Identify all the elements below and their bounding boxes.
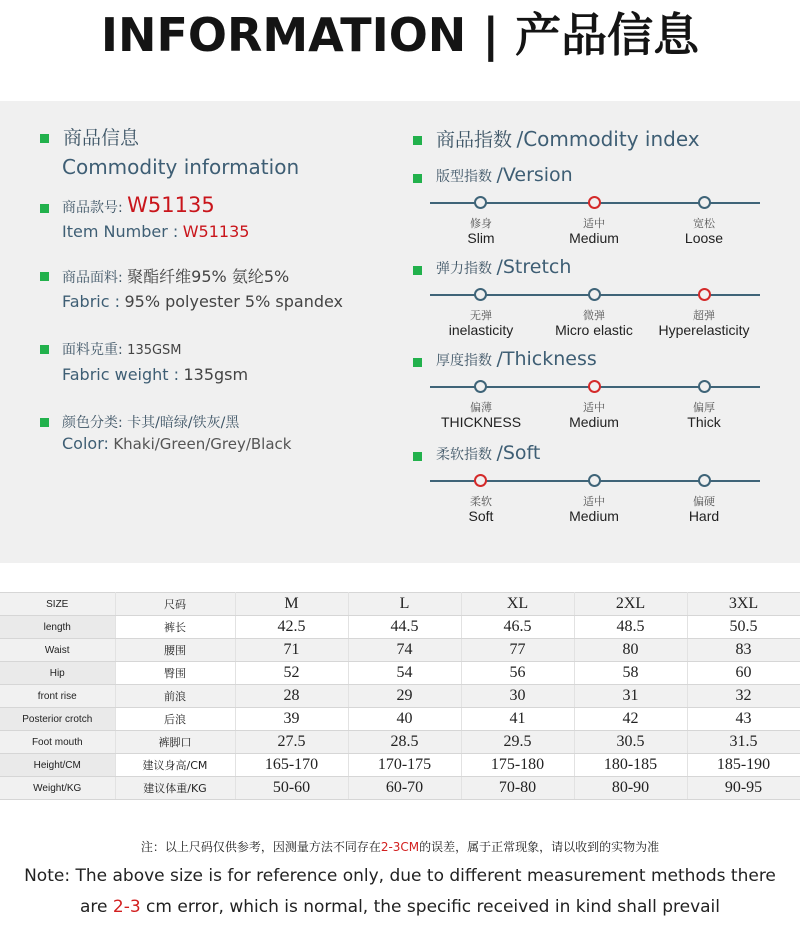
fabric-en-row bbox=[62, 292, 343, 312]
table-row-label-cn: 腰围 bbox=[115, 639, 235, 662]
index-option-cn: 宽松 bbox=[693, 217, 715, 230]
table-row bbox=[0, 754, 800, 777]
index-heading-cn: 柔软指数 bbox=[436, 447, 492, 463]
table-cell: 165-170 bbox=[235, 754, 348, 777]
color-en-value: Khaki/Green/Grey/Black bbox=[113, 435, 292, 453]
index-option-en: Hyperelasticity bbox=[658, 322, 750, 338]
index-dot bbox=[698, 196, 711, 209]
green-bullet-icon bbox=[40, 418, 49, 427]
index-heading bbox=[436, 442, 540, 464]
table-cell: 29.5 bbox=[461, 731, 574, 754]
index-option-en: Slim bbox=[467, 230, 495, 246]
table-row-label-en: length bbox=[0, 616, 115, 639]
commodity-info-heading-en: Commodity information bbox=[62, 155, 300, 179]
green-bullet-icon bbox=[40, 345, 49, 354]
index-heading-en: /Thickness bbox=[496, 348, 597, 370]
index-dot bbox=[588, 288, 601, 301]
table-cell: 83 bbox=[687, 639, 800, 662]
index-heading bbox=[436, 348, 597, 370]
table-cell: 180-185 bbox=[574, 754, 687, 777]
table-cell: 71 bbox=[235, 639, 348, 662]
weight-cn-row bbox=[62, 339, 182, 359]
table-row bbox=[0, 731, 800, 754]
table-row-label-en: Weight/KG bbox=[0, 777, 115, 800]
table-cell: 50-60 bbox=[235, 777, 348, 800]
index-dot-selected bbox=[588, 196, 601, 209]
commodity-index-heading-en: /Commodity index bbox=[516, 127, 700, 151]
note-en-before: are bbox=[79, 897, 113, 917]
item-number-cn-row bbox=[62, 193, 215, 217]
item-number-en-value: W51135 bbox=[182, 222, 250, 241]
table-row bbox=[0, 708, 800, 731]
table-cell: 42.5 bbox=[235, 616, 348, 639]
table-row-label-cn: 后浪 bbox=[115, 708, 235, 731]
weight-en-label: Fabric weight : bbox=[62, 365, 180, 384]
table-cell: 31.5 bbox=[687, 731, 800, 754]
weight-cn-value: 135GSM bbox=[127, 343, 182, 358]
table-row-label-en: Posterior crotch bbox=[0, 708, 115, 731]
index-option-label bbox=[639, 309, 769, 338]
fabric-en-value: 95% polyester 5% spandex bbox=[124, 292, 344, 311]
index-dot bbox=[698, 474, 711, 487]
color-cn-label: 颜色分类: bbox=[62, 415, 123, 431]
table-row-label-en: Hip bbox=[0, 662, 115, 685]
table-cell: 30.5 bbox=[574, 731, 687, 754]
index-heading-cn: 厚度指数 bbox=[436, 353, 492, 369]
table-row-label-cn: 建议身高/CM bbox=[115, 754, 235, 777]
note-en-highlight: 2-3 bbox=[112, 897, 141, 917]
index-option-cn: 无弹 bbox=[470, 309, 492, 322]
index-heading-cn: 弹力指数 bbox=[436, 261, 492, 277]
index-dot bbox=[474, 380, 487, 393]
table-cell: 60 bbox=[687, 662, 800, 685]
index-option-cn: 适中 bbox=[583, 401, 605, 414]
table-cell: XL bbox=[461, 593, 574, 616]
green-bullet-icon bbox=[413, 136, 422, 145]
table-row-label-cn: 裤脚口 bbox=[115, 731, 235, 754]
index-option-cn: 偏薄 bbox=[470, 401, 492, 414]
table-row-label-cn: 臀围 bbox=[115, 662, 235, 685]
index-heading-en: /Soft bbox=[496, 442, 541, 464]
table-row bbox=[0, 662, 800, 685]
table-cell: 185-190 bbox=[687, 754, 800, 777]
fabric-cn-value: 聚酯纤维95% 氨纶5% bbox=[127, 267, 290, 286]
table-cell: 31 bbox=[574, 685, 687, 708]
table-row-label-en: Waist bbox=[0, 639, 115, 662]
index-option-cn: 偏硬 bbox=[693, 495, 715, 508]
table-row-label-en: front rise bbox=[0, 685, 115, 708]
item-number-en-label: Item Number : bbox=[62, 222, 179, 241]
index-option-en: Micro elastic bbox=[555, 322, 633, 338]
index-option-en: Medium bbox=[569, 414, 619, 430]
table-row-label-en: Height/CM bbox=[0, 754, 115, 777]
table-cell: 70-80 bbox=[461, 777, 574, 800]
table-cell: 74 bbox=[348, 639, 461, 662]
table-row bbox=[0, 616, 800, 639]
page-title: INFORMATION | 产品信息 bbox=[100, 8, 700, 62]
index-option-label bbox=[416, 309, 546, 338]
index-dot bbox=[698, 380, 711, 393]
table-cell: 48.5 bbox=[574, 616, 687, 639]
size-note-en-line1: Note: The above size is for reference only, due to different measurement methods there bbox=[24, 866, 776, 886]
index-option-en: Medium bbox=[569, 508, 619, 524]
index-option-en: Soft bbox=[468, 508, 494, 524]
size-note-cn bbox=[0, 838, 800, 855]
info-panel bbox=[0, 101, 800, 563]
table-cell: 32 bbox=[687, 685, 800, 708]
size-note-en-line2 bbox=[0, 897, 800, 917]
index-option-en: Medium bbox=[569, 230, 619, 246]
table-row bbox=[0, 777, 800, 800]
index-dot bbox=[474, 288, 487, 301]
index-dot bbox=[588, 474, 601, 487]
table-cell: 90-95 bbox=[687, 777, 800, 800]
table-cell: M bbox=[235, 593, 348, 616]
index-option-cn: 适中 bbox=[583, 495, 605, 508]
color-en-row bbox=[62, 434, 291, 454]
table-cell: 58 bbox=[574, 662, 687, 685]
table-row-label-en: SIZE bbox=[0, 593, 115, 616]
green-bullet-icon bbox=[413, 266, 422, 275]
green-bullet-icon bbox=[413, 358, 422, 367]
table-cell: 28 bbox=[235, 685, 348, 708]
green-bullet-icon bbox=[413, 174, 422, 183]
weight-en-value: 135gsm bbox=[183, 365, 249, 384]
index-option-label bbox=[639, 217, 769, 246]
index-option-cn: 修身 bbox=[470, 217, 492, 230]
table-cell: 28.5 bbox=[348, 731, 461, 754]
table-cell: 80-90 bbox=[574, 777, 687, 800]
table-cell: 170-175 bbox=[348, 754, 461, 777]
table-cell: 175-180 bbox=[461, 754, 574, 777]
note-cn-highlight: 2-3CM bbox=[380, 840, 420, 854]
table-cell: 80 bbox=[574, 639, 687, 662]
item-number-en-row bbox=[62, 222, 249, 242]
table-cell: 50.5 bbox=[687, 616, 800, 639]
note-cn-after: 的误差，属于正常现象，请以收到的实物为准 bbox=[419, 840, 660, 854]
table-cell: 30 bbox=[461, 685, 574, 708]
table-cell: 42 bbox=[574, 708, 687, 731]
table-row bbox=[0, 685, 800, 708]
index-option-cn: 适中 bbox=[583, 217, 605, 230]
item-number-cn-value: W51135 bbox=[127, 193, 215, 217]
index-option-en: Thick bbox=[687, 414, 721, 430]
fabric-en-label: Fabric : bbox=[62, 292, 120, 311]
index-option-en: Hard bbox=[688, 508, 720, 524]
table-row bbox=[0, 639, 800, 662]
fabric-cn-row bbox=[62, 264, 289, 287]
color-en-label: Color: bbox=[62, 434, 109, 453]
green-bullet-icon bbox=[40, 134, 49, 143]
commodity-index-heading-cn: 商品指数 bbox=[436, 129, 513, 151]
table-cell: 52 bbox=[235, 662, 348, 685]
table-cell: 44.5 bbox=[348, 616, 461, 639]
index-option-cn: 柔软 bbox=[470, 495, 492, 508]
green-bullet-icon bbox=[40, 272, 49, 281]
table-cell: 77 bbox=[461, 639, 574, 662]
table-cell: 54 bbox=[348, 662, 461, 685]
index-option-en: inelasticity bbox=[448, 322, 514, 338]
index-option-en: THICKNESS bbox=[440, 414, 522, 430]
index-option-en: Loose bbox=[684, 230, 724, 246]
table-row-label-cn: 裤长 bbox=[115, 616, 235, 639]
table-cell: 29 bbox=[348, 685, 461, 708]
table-header-row bbox=[0, 593, 800, 616]
table-row-label-cn: 前浪 bbox=[115, 685, 235, 708]
color-cn-value: 卡其/暗绿/铁灰/黑 bbox=[127, 415, 240, 431]
index-option-label bbox=[416, 401, 546, 430]
index-dot-selected bbox=[698, 288, 711, 301]
weight-en-row bbox=[62, 365, 248, 385]
index-dot-selected bbox=[588, 380, 601, 393]
table-cell: 27.5 bbox=[235, 731, 348, 754]
index-option-cn: 微弹 bbox=[583, 309, 605, 322]
table-cell: 39 bbox=[235, 708, 348, 731]
table-cell: L bbox=[348, 593, 461, 616]
commodity-index-heading bbox=[436, 125, 700, 152]
index-option-label bbox=[639, 495, 769, 524]
index-dot bbox=[474, 196, 487, 209]
table-cell: 60-70 bbox=[348, 777, 461, 800]
note-cn-before: 注：以上尺码仅供参考，因测量方法不同存在 bbox=[140, 840, 381, 854]
size-table bbox=[0, 592, 800, 800]
index-dot-selected bbox=[474, 474, 487, 487]
green-bullet-icon bbox=[40, 204, 49, 213]
table-cell: 41 bbox=[461, 708, 574, 731]
index-option-cn: 超弹 bbox=[693, 309, 715, 322]
index-heading bbox=[436, 256, 571, 278]
weight-cn-label: 面料克重: bbox=[62, 342, 123, 358]
note-en-after: cm error, which is normal, the specific received in kind shall prevail bbox=[140, 897, 721, 917]
fabric-cn-label: 商品面料: bbox=[62, 270, 123, 286]
table-cell: 40 bbox=[348, 708, 461, 731]
table-row-label-cn: 尺码 bbox=[115, 593, 235, 616]
green-bullet-icon bbox=[413, 452, 422, 461]
index-heading-en: /Version bbox=[496, 164, 573, 186]
index-option-cn: 偏厚 bbox=[693, 401, 715, 414]
table-cell: 43 bbox=[687, 708, 800, 731]
table-cell: 56 bbox=[461, 662, 574, 685]
index-heading-cn: 版型指数 bbox=[436, 169, 492, 185]
table-cell: 46.5 bbox=[461, 616, 574, 639]
table-row-label-en: Foot mouth bbox=[0, 731, 115, 754]
index-option-label bbox=[639, 401, 769, 430]
color-cn-row bbox=[62, 412, 239, 432]
index-option-label bbox=[416, 217, 546, 246]
index-option-label bbox=[416, 495, 546, 524]
table-cell: 2XL bbox=[574, 593, 687, 616]
page-title-bar bbox=[0, 0, 800, 76]
index-heading-en: /Stretch bbox=[496, 256, 572, 278]
table-cell: 3XL bbox=[687, 593, 800, 616]
item-number-cn-label: 商品款号: bbox=[62, 200, 123, 216]
table-row-label-cn: 建议体重/KG bbox=[115, 777, 235, 800]
commodity-info-heading-cn: 商品信息 bbox=[63, 127, 140, 149]
index-heading bbox=[436, 164, 573, 186]
